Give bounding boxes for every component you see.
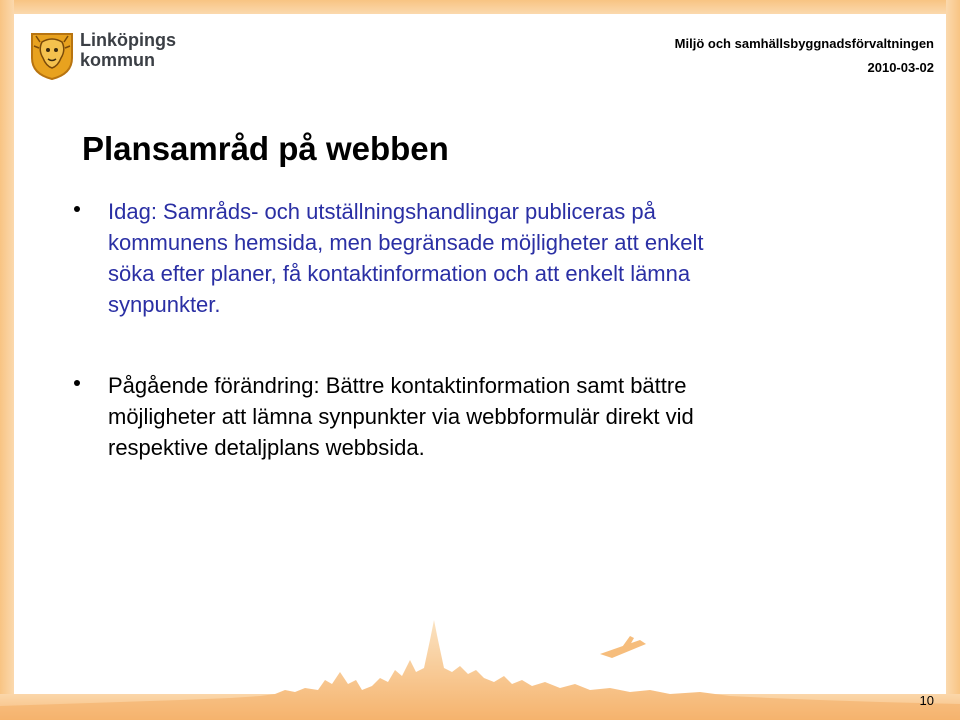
page-title: Plansamråd på webben [82, 130, 449, 167]
bullet-dot [74, 380, 80, 386]
bullet-line: söka efter planer, få kontaktinformation och att enkelt lämna [108, 261, 691, 286]
header-date: 2010-03-02 [867, 60, 934, 75]
logo-line-1: Linköpings [80, 30, 176, 50]
logo [28, 28, 178, 80]
logo-line-2: kommun [80, 50, 156, 70]
bullet-dot [74, 206, 80, 212]
bullet-item-current [70, 196, 850, 320]
bullet-item-change [70, 370, 850, 463]
page-number: 10 [919, 693, 934, 708]
bullet-line: respektive detaljplans webbsida. [108, 435, 425, 460]
lion-crest-icon [28, 28, 76, 80]
header-organization: Miljö och samhällsbyggnadsförvaltningen [674, 36, 934, 51]
bullet-line: Pågående förändring: Bättre kontaktinformation samt bättre [108, 373, 687, 398]
bullet-line: möjligheter att lämna synpunkter via webbformulär direkt vid [108, 404, 694, 429]
bullet-list [70, 196, 850, 513]
city-skyline-icon [0, 610, 960, 720]
bullet-line: kommunens hemsida, men begränsade möjligheter att enkelt [108, 230, 704, 255]
logo-text [80, 30, 176, 70]
bullet-line: synpunkter. [108, 292, 221, 317]
frame-top [0, 0, 960, 14]
bullet-line: Idag: Samråds- och utställningshandlingar publiceras på [108, 199, 656, 224]
